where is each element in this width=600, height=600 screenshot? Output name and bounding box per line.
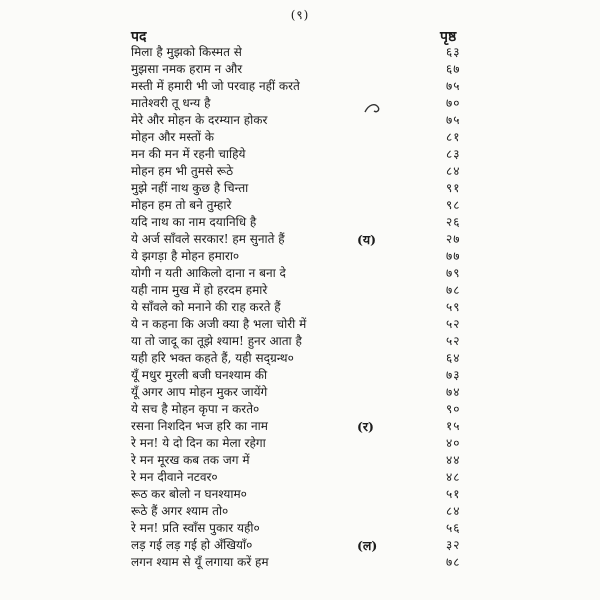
verse-title: लड़ गई लड़ गई हो अँखियाँ० bbox=[131, 538, 253, 552]
verse-title: मस्ती में हमारी भी जो परवाह नहीं करते bbox=[131, 79, 300, 93]
verse-title: यही हरि भक्त कहते हैं, यही सद्ग्रन्थ० bbox=[131, 351, 294, 365]
page-ref: ७३ bbox=[446, 368, 461, 382]
page-ref: ७९ bbox=[446, 266, 461, 280]
page-ref: ५९ bbox=[446, 300, 461, 314]
section-letter: (ल) bbox=[357, 538, 378, 553]
index-row bbox=[0, 282, 600, 299]
verse-title: यूँ मधुर मुरली बजी घनश्याम की bbox=[131, 368, 268, 382]
verse-title: रे मन! प्रति स्वाँस पुकार यही० bbox=[131, 521, 260, 535]
column-header-page: पृष्ठ bbox=[440, 29, 457, 45]
section-letter: (य) bbox=[357, 232, 377, 247]
page-ref: ८१ bbox=[446, 130, 461, 144]
page-ref: ८४ bbox=[446, 164, 461, 178]
index-row bbox=[0, 248, 600, 265]
verse-title: रूठे हैं अगर श्याम तो० bbox=[131, 504, 229, 518]
page-ref: ५१ bbox=[446, 487, 461, 501]
index-row bbox=[0, 401, 600, 418]
index-row bbox=[0, 61, 600, 78]
page-ref: ४४ bbox=[446, 453, 461, 467]
index-row bbox=[0, 146, 600, 163]
verse-title: मोहन और मस्तों के bbox=[131, 130, 214, 144]
page-ref: ७० bbox=[446, 96, 461, 110]
verse-title: रे मन मूरख कब तक जग में bbox=[131, 453, 250, 467]
index-row bbox=[0, 231, 600, 248]
page-ref: ७५ bbox=[446, 113, 461, 127]
verse-title: मिला है मुझको किस्मत से bbox=[131, 45, 242, 59]
index-row bbox=[0, 469, 600, 486]
verse-title: यदि नाथ का नाम दयानिधि है bbox=[131, 215, 257, 229]
column-header-verse: पद bbox=[131, 29, 147, 45]
index-row bbox=[0, 299, 600, 316]
index-row bbox=[0, 95, 600, 112]
verse-title: ये सच है मोहन कृपा न करते० bbox=[131, 402, 260, 416]
page-ref: ६३ bbox=[446, 45, 461, 59]
page-ref: ८३ bbox=[446, 147, 461, 161]
verse-title: मुझसा नमक हराम न और bbox=[131, 62, 243, 76]
section-letter: (र) bbox=[357, 419, 374, 434]
page-ref: ८४ bbox=[446, 504, 461, 518]
page-ref: २७ bbox=[446, 232, 461, 246]
index-list bbox=[0, 44, 600, 571]
verse-title: या तो जादू का तूझे श्याम! हुनर आता है bbox=[131, 334, 302, 348]
index-row bbox=[0, 537, 600, 554]
verse-title: रूठ कर बोलो न घनश्याम० bbox=[131, 487, 247, 501]
index-row bbox=[0, 180, 600, 197]
verse-title: रे मन! ये दो दिन का मेला रहेगा bbox=[131, 436, 266, 450]
verse-title: योगी न यती आकिलो दाना न बना दे bbox=[131, 266, 286, 280]
index-row bbox=[0, 197, 600, 214]
page-ref: ७४ bbox=[446, 385, 461, 399]
index-row bbox=[0, 486, 600, 503]
page-ref: ७५ bbox=[446, 79, 461, 93]
page-ref: ९८ bbox=[446, 198, 461, 212]
index-row bbox=[0, 129, 600, 146]
page-ref: ७८ bbox=[446, 283, 461, 297]
index-row bbox=[0, 78, 600, 95]
index-row bbox=[0, 316, 600, 333]
page-ref: २६ bbox=[446, 215, 461, 229]
page-ref: ४० bbox=[446, 436, 461, 450]
page-ref: १५ bbox=[446, 419, 461, 433]
index-row bbox=[0, 452, 600, 469]
page-ref: ७७ bbox=[446, 249, 461, 263]
index-row bbox=[0, 333, 600, 350]
page-ref: ९० bbox=[446, 402, 461, 416]
verse-title: मेरे और मोहन के दरम्यान होकर bbox=[131, 113, 268, 127]
index-row bbox=[0, 163, 600, 180]
index-row bbox=[0, 503, 600, 520]
index-row bbox=[0, 350, 600, 367]
verse-title: मुझे नहीं नाथ कुछ है चिन्ता bbox=[131, 181, 249, 195]
verse-title: ये न कहना कि अजी क्या है भला चोरी में bbox=[131, 317, 307, 331]
verse-title: यूँ अगर आप मोहन मुकर जायेंगे bbox=[131, 385, 268, 399]
verse-title: मोहन हम भी तुमसे रूठे bbox=[131, 164, 234, 178]
page-ref: ६७ bbox=[446, 62, 461, 76]
verse-title: मन की मन में रहनी चाहिये bbox=[131, 147, 246, 161]
index-row bbox=[0, 214, 600, 231]
index-row bbox=[0, 554, 600, 571]
verse-title: ये झगड़ा है मोहन हमारा० bbox=[131, 249, 240, 263]
index-row bbox=[0, 520, 600, 537]
page-ref: ४८ bbox=[446, 470, 461, 484]
page-ref: ५२ bbox=[446, 334, 461, 348]
index-row bbox=[0, 418, 600, 435]
index-row bbox=[0, 44, 600, 61]
page-ref: ९१ bbox=[446, 181, 461, 195]
verse-title: ये साँवले को मनाने की राह करते हैं bbox=[131, 300, 281, 314]
index-row bbox=[0, 435, 600, 452]
index-row bbox=[0, 367, 600, 384]
page-number: (९) bbox=[290, 8, 310, 22]
page-ref: ५२ bbox=[446, 317, 461, 331]
index-row bbox=[0, 112, 600, 129]
verse-title: रसना निशदिन भज हरि का नाम bbox=[131, 419, 268, 433]
page-ref: ६४ bbox=[446, 351, 461, 365]
verse-title: लगन श्याम से यूँ लगाया करें हम bbox=[131, 555, 269, 569]
page-ref: ३२ bbox=[446, 538, 461, 552]
verse-title: ये अर्ज साँवले सरकार! हम सुनाते हैं bbox=[131, 232, 285, 246]
page-ref: ७८ bbox=[446, 555, 461, 569]
index-row bbox=[0, 265, 600, 282]
verse-title: रे मन दीवाने नटवर० bbox=[131, 470, 218, 484]
verse-title: मोहन हम तो बने तुम्हारे bbox=[131, 198, 232, 212]
index-row bbox=[0, 384, 600, 401]
verse-title: यही नाम मुख में हो हरदम हमारे bbox=[131, 283, 268, 297]
verse-title: मातेश्वरी तू धन्य है bbox=[131, 96, 211, 110]
page-ref: ५६ bbox=[446, 521, 461, 535]
